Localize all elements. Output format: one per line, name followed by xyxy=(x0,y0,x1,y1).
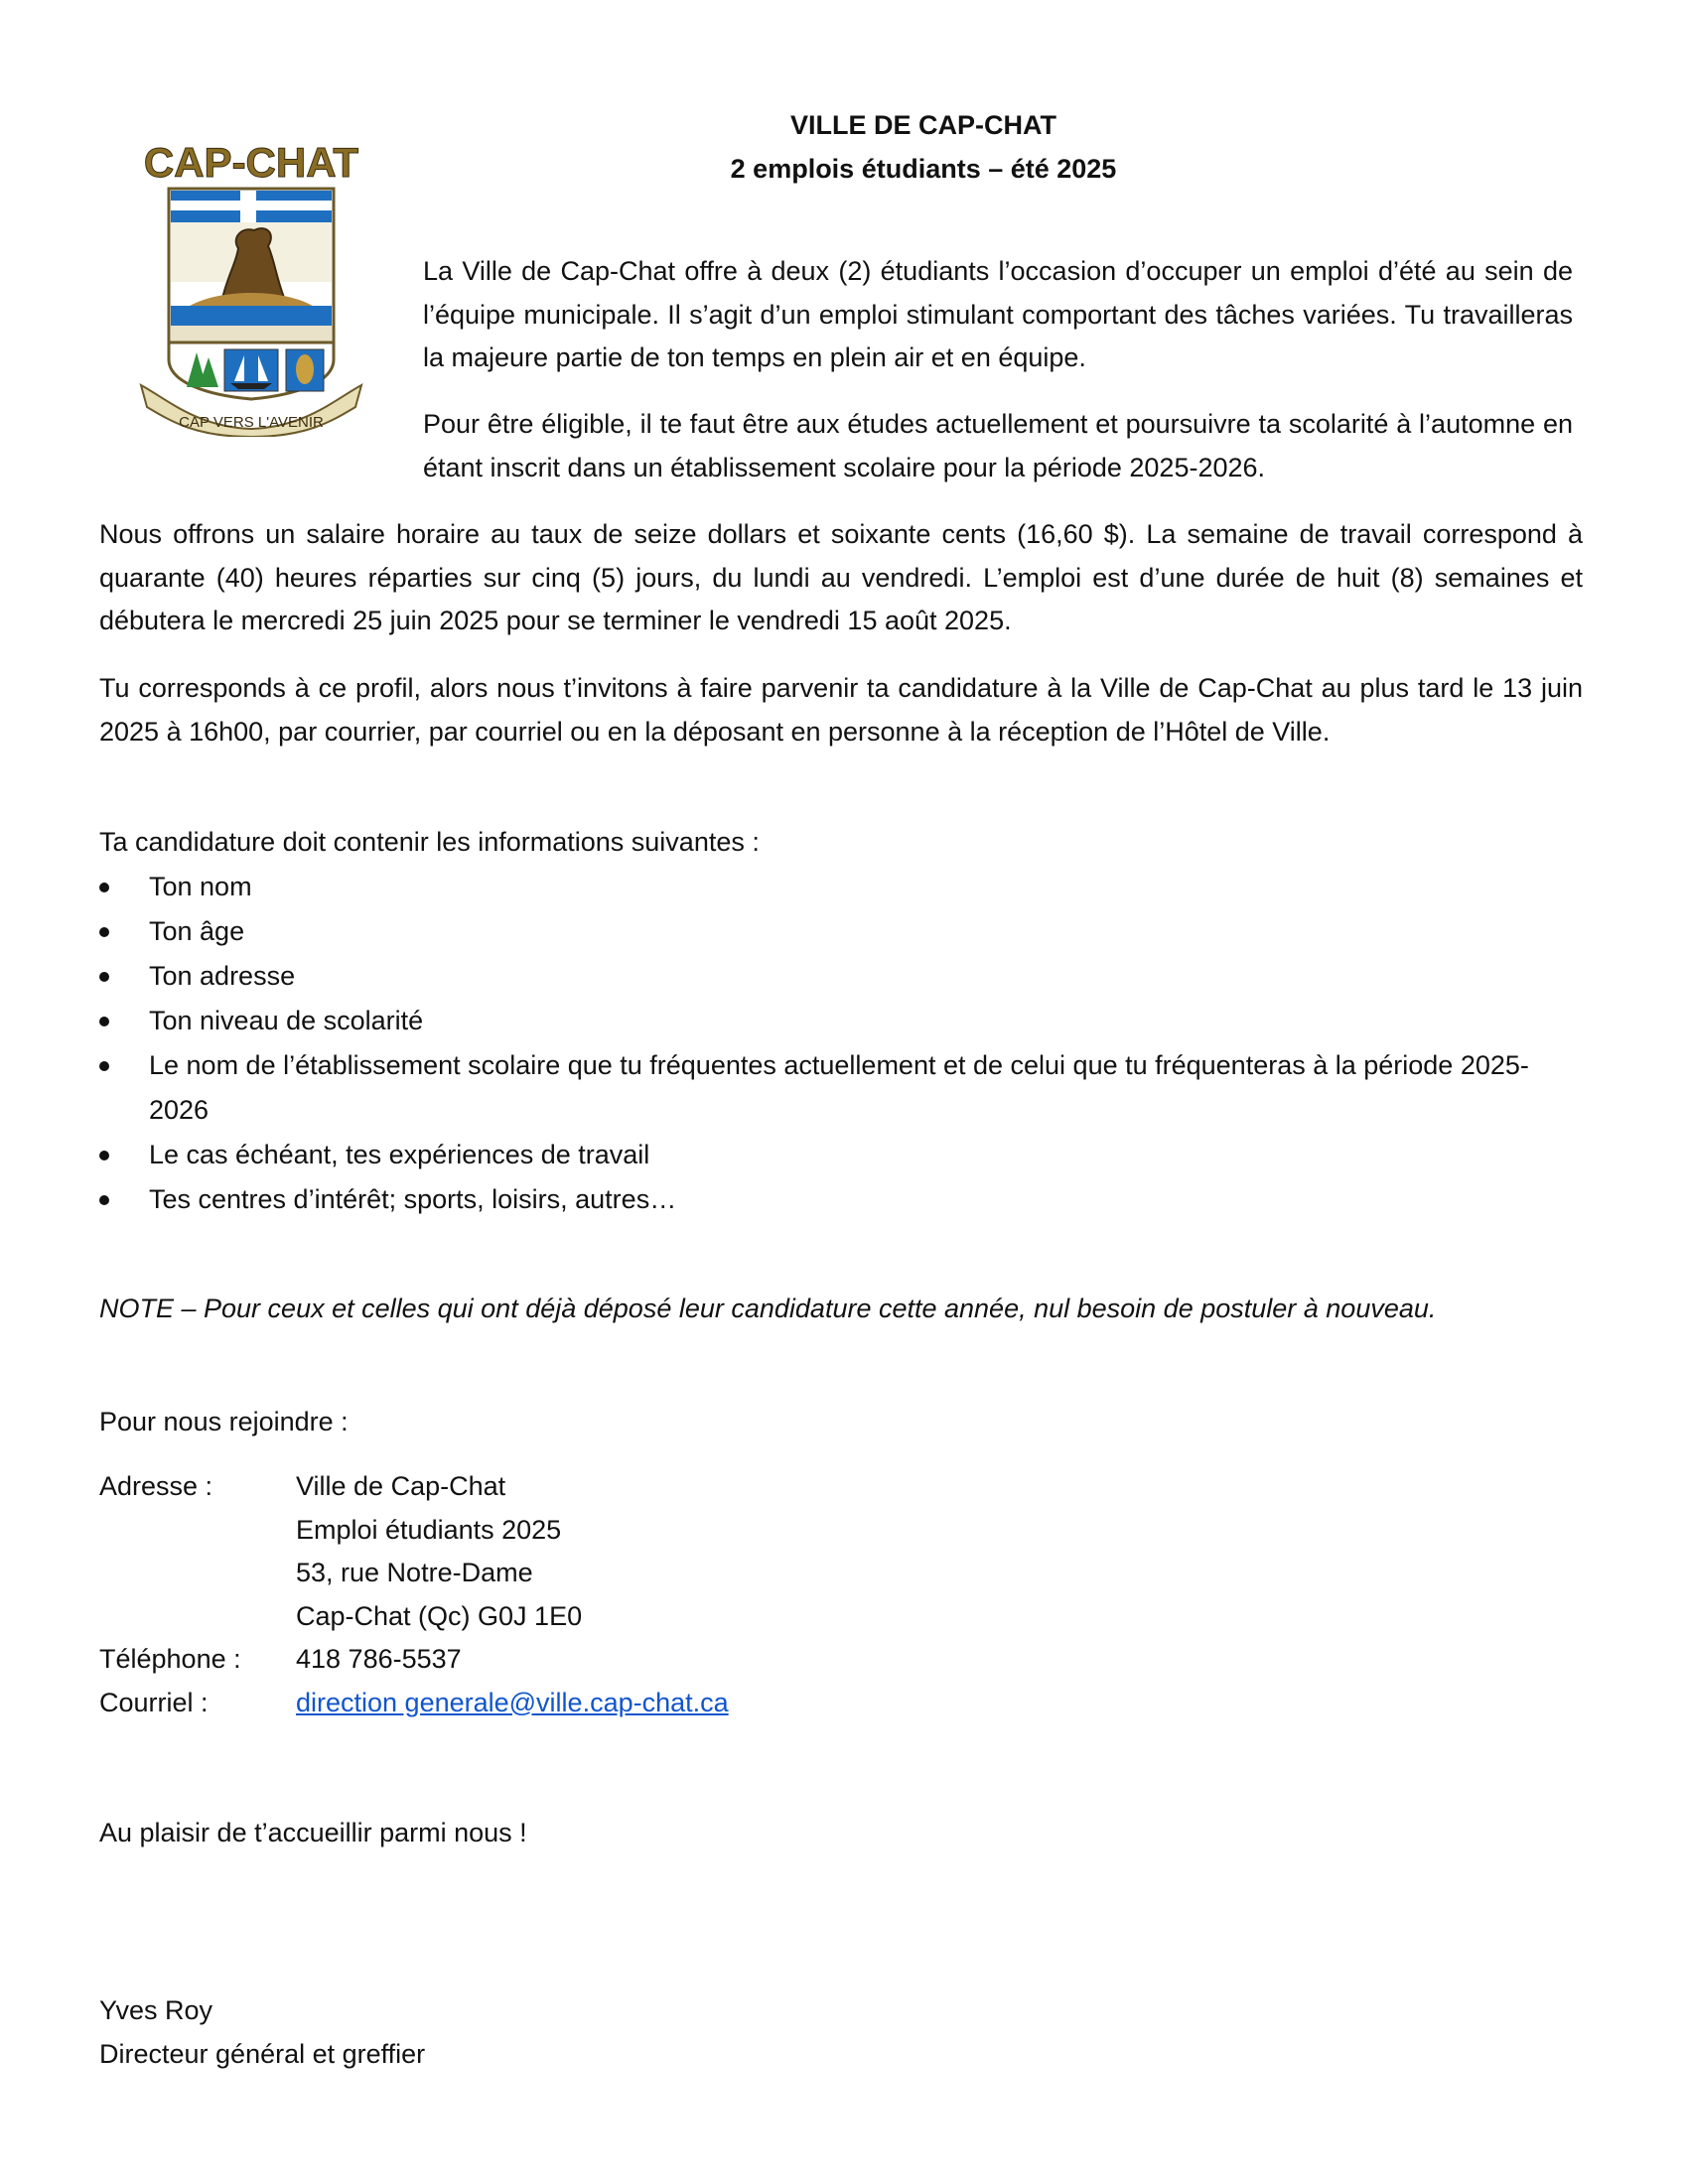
signature-title: Directeur général et greffier xyxy=(99,2038,426,2069)
address-label: Adresse : xyxy=(99,1471,213,1501)
requirements-intro: Ta candidature doit contenir les informations suivantes : xyxy=(99,827,760,857)
salary-paragraph: Nous offrons un salaire horaire au taux de seize dollars et soixante cents (16,60 $). La semaine de travail correspond à quarante (40) heures réparties sur cinq (5) jours, du lundi au vendredi. L’emploi est d’une durée de huit (8) semaines et débutera le mercredi 25 juin 2025 pour se terminer le vendredi 15 août 2025. xyxy=(99,519,1583,635)
bullet-icon xyxy=(99,927,109,937)
cap-chat-coat-of-arms-logo xyxy=(127,139,375,437)
address-line: 53, rue Notre-Dame xyxy=(296,1558,533,1587)
contact-block xyxy=(99,1465,729,1724)
list-item: Ton nom xyxy=(99,865,1583,909)
address-row xyxy=(99,1465,729,1509)
note-text: NOTE – Pour ceux et celles qui ont déjà déposé leur candidature cette année, nul besoin de postuler à nouveau. xyxy=(99,1294,1437,1323)
requirements-list xyxy=(99,865,1583,1222)
title-line-1: VILLE DE CAP-CHAT xyxy=(790,110,1056,140)
document-title xyxy=(556,103,1291,191)
title-line-2: 2 emplois étudiants – été 2025 xyxy=(730,154,1117,184)
application-paragraph: Tu corresponds à ce profil, alors nous t’invitons à faire parvenir ta candidature à la Ville de Cap-Chat au plus tard le 13 juin 2025 à 16h00, par courrier, par courriel ou en la déposant en personne à la réception de l’Hôtel de Ville. xyxy=(99,673,1583,747)
email-row xyxy=(99,1682,729,1725)
signature-block xyxy=(99,1989,425,2076)
closing-text: Au plaisir de t’accueillir parmi nous ! xyxy=(99,1818,527,1847)
bullet-icon xyxy=(99,883,109,892)
list-item: Ton adresse xyxy=(99,954,1583,999)
phone-label: Téléphone : xyxy=(99,1644,241,1674)
list-item: Le cas échéant, tes expériences de travail xyxy=(99,1133,1583,1177)
bullet-icon xyxy=(99,1195,109,1205)
svg-text:CAP VERS L'AVENIR: CAP VERS L'AVENIR xyxy=(179,414,324,431)
address-line: Emploi étudiants 2025 xyxy=(296,1514,562,1545)
bullet-icon xyxy=(99,1061,109,1071)
address-line: Ville de Cap-Chat xyxy=(296,1471,506,1501)
contact-intro: Pour nous rejoindre : xyxy=(99,1407,349,1436)
svg-text:CAP-CHAT: CAP-CHAT xyxy=(143,139,359,186)
bullet-icon xyxy=(99,972,109,982)
signature-name: Yves Roy xyxy=(99,1995,213,2025)
email-label: Courriel : xyxy=(99,1687,209,1717)
list-item: Ton niveau de scolarité xyxy=(99,999,1583,1043)
address-line: Cap-Chat (Qc) G0J 1E0 xyxy=(296,1600,583,1631)
phone-row xyxy=(99,1638,729,1682)
list-item: Le nom de l’établissement scolaire que tu fréquentes actuellement et de celui que tu fréquenteras à la période 2025-2026 xyxy=(99,1043,1583,1133)
intro-paragraph: La Ville de Cap-Chat offre à deux (2) étudiants l’occasion d’occuper un emploi d’été au sein de l’équipe municipale. Il s’agit d’un emploi stimulant comportant des tâches variées. Tu travailleras la majeure partie de ton temps en plein air et en équipe. xyxy=(423,256,1573,372)
list-item: Ton âge xyxy=(99,909,1583,954)
eligibility-paragraph: Pour être éligible, il te faut être aux études actuellement et poursuivre ta scolarité à l’automne en étant inscrit dans un établissement scolaire pour la période 2025-2026. xyxy=(423,409,1573,482)
bullet-icon xyxy=(99,1017,109,1026)
bullet-icon xyxy=(99,1151,109,1160)
list-item: Tes centres d’intérêt; sports, loisirs, autres… xyxy=(99,1177,1583,1222)
email-link[interactable]: direction generale@ville.cap-chat.ca xyxy=(296,1687,729,1717)
phone-number: 418 786-5537 xyxy=(296,1644,462,1674)
